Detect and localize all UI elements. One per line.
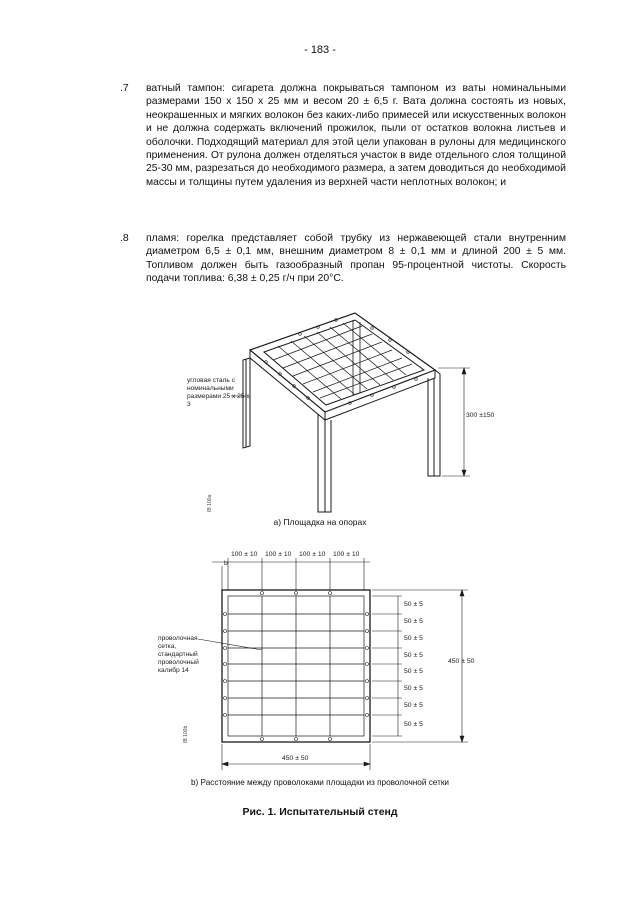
top-dim-2: 100 ± 10 [265, 551, 292, 558]
wire-label: проволочная сетка, стандартный проволочный калибр 14 [158, 635, 199, 674]
item-text: ватный тампон: сигарета должна покрываться тампоном из ваты номинальными размерами 150 x 150 x 25 мм и весом 20 ± 6,5 г. Вата должна состоять из новых, неокрашенных и мягких волокон без каких-либо примесей или искусственных волокон и не должна содержать включений прожилок, пыли от остатков волокна листьев и оболочки. Подходящий материал для этой цели упакован в рулоны для медицинского применения. От рулона должен отделяться участок в виде отдельного слоя толщиной 25-30 мм, разрезаться до необходимого размера, а затем доводиться до необходимой массы и толщины путем удаления из верхней части неплотных волокон; и [146, 83, 566, 188]
figure-a-height-dim: 300 ±150 [466, 412, 495, 419]
figure-b-caption: b) Расстояние между проволоками площадки из проволочной сетки [191, 778, 449, 787]
top-dim-4: 100 ± 10 [333, 551, 360, 558]
figure-b-height-dim: 450 ± 50 [448, 658, 475, 665]
item-number: .7 [120, 83, 129, 94]
side-dim-7: 50 ± 5 [404, 702, 423, 709]
figure-a-caption: а) Площадка на опорах [273, 517, 367, 527]
top-dimension [212, 558, 370, 590]
figure-b-width-dim: 450 ± 50 [282, 755, 309, 762]
right-dimensions [372, 590, 468, 742]
angle-steel-label: угловая сталь с номинальными размерами 25 x 25 x 3 [187, 377, 250, 408]
page-number: - 183 - [304, 44, 336, 56]
side-dim-3: 50 ± 5 [404, 635, 423, 642]
side-dim-2: 50 ± 5 [404, 618, 423, 625]
item-text: пламя: горелка представляет собой трубку из нержавеющей стали внутренним диаметром 6,5 ± 0,1 мм, внешним диаметром 8 ± 0,1 мм и длиной 200 ± 5 мм. Топливом должен быть газообразный пропан 95-процентной чистоты. Скорость подачи топлива: 6,38 ± 0,25 г/ч при 20°C. [146, 233, 566, 285]
corner-mark: b [224, 560, 228, 567]
side-dim-8: 50 ± 5 [404, 721, 423, 728]
side-dim-6: 50 ± 5 [404, 685, 423, 692]
figure-b-code: IB 100b [183, 725, 189, 743]
side-dim-5: 50 ± 5 [404, 668, 423, 675]
side-dim-1: 50 ± 5 [404, 601, 423, 608]
item-number: .8 [120, 233, 129, 244]
top-dim-1: 100 ± 10 [231, 551, 258, 558]
top-dim-3: 100 ± 10 [299, 551, 326, 558]
figure-title: Рис. 1. Испытательный стенд [242, 806, 398, 818]
figure-a-code: IB 100a [207, 494, 213, 512]
side-dim-4: 50 ± 5 [404, 652, 423, 659]
